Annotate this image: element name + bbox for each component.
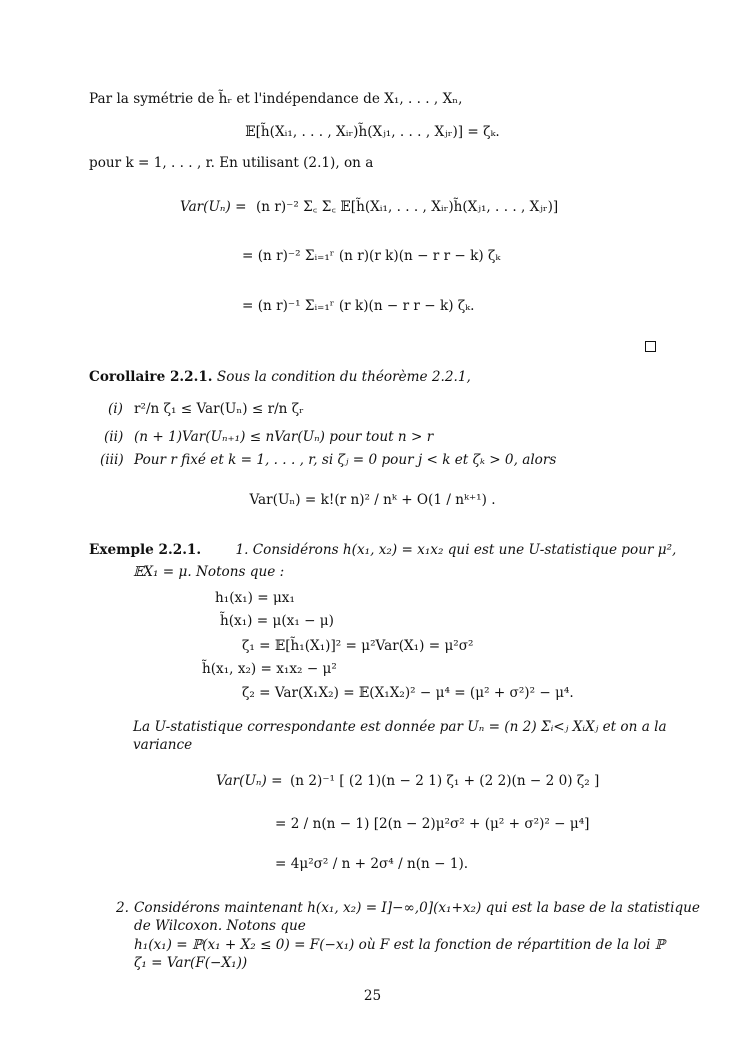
- variance-rhs-line2: = 2 / n(n − 1) [2(n − 2)μ²σ² + (μ² + σ²)² − μ⁴]: [275, 816, 590, 832]
- corollary-text: Sous la condition du théorème 2.2.1,: [216, 369, 471, 385]
- equation-zeta-k: 𝔼[h̃(Xᵢ₁, . . . , Xᵢᵣ)h̃(Xⱼ₁, . . . , Xⱼᵣ)] = ζₖ.: [245, 124, 500, 140]
- example-item-text: ζ₁ = Var(F(−X₁)): [134, 955, 248, 971]
- page-number: 25: [363, 988, 382, 1004]
- eq-h1: h₁(x₁) = μx₁: [215, 590, 295, 606]
- example-item-text: 𝔼X₁ = μ. Notons que :: [133, 564, 285, 580]
- eq-zeta2: ζ₂ = Var(X₁X₂) = 𝔼(X₁X₂)² − μ⁴ = (μ² + σ²)² − μ⁴.: [242, 685, 574, 701]
- corollary-item-label: (ii): [104, 429, 124, 445]
- var-rhs-line1: (n r)⁻² Σ꜀ Σ꜀ 𝔼[h̃(Xᵢ₁, . . . , Xᵢᵣ)h̃(Xⱼ₁, . . . , Xⱼᵣ)]: [256, 199, 559, 215]
- corollary-item-iii: Pour r fixé et k = 1, . . . , r, si ζⱼ = 0 pour j < k et ζₖ > 0, alors: [134, 452, 557, 468]
- variance-rhs-line3: = 4μ²σ² / n + 2σ⁴ / n(n − 1).: [275, 856, 469, 872]
- eq-htilde2: h̃(x₁, x₂) = x₁x₂ − μ²: [202, 661, 337, 677]
- variance-lhs: Var(Uₙ) =: [216, 773, 283, 789]
- corollary-title: Corollaire 2.2.1.: [89, 369, 213, 385]
- example-heading: [89, 541, 676, 559]
- example-item-number: 2.: [116, 900, 129, 916]
- var-rhs-line3: = (n r)⁻¹ Σᵢ₌₁ʳ (r k)(n − r r − k) ζₖ.: [242, 298, 475, 314]
- corollary-item-label: (i): [108, 401, 123, 417]
- text-line: Par la symétrie de h̃ᵣ et l'indépendance de X₁, . . . , Xₙ,: [89, 91, 463, 107]
- corollary-heading: [89, 368, 471, 386]
- eq-htilde: h̃(x₁) = μ(x₁ − μ): [220, 613, 334, 629]
- var-rhs-line2: = (n r)⁻² Σᵢ₌₁ʳ (n r)(r k)(n − r r − k) ζₖ: [242, 248, 501, 264]
- text-line: pour k = 1, . . . , r. En utilisant (2.1), on a: [89, 155, 374, 171]
- var-lhs: Var(Uₙ) =: [180, 199, 247, 215]
- example-item-text: h₁(x₁) = ℙ(x₁ + X₂ ≤ 0) = F(−x₁) où F est la fonction de répartition de la loi ℙ: [134, 937, 665, 953]
- corollary-item-ii: (n + 1)Var(Uₙ₊₁) ≤ nVar(Uₙ) pour tout n > r: [134, 429, 434, 445]
- example-item-text: de Wilcoxon. Notons que: [134, 918, 306, 934]
- example-item-number: 1.: [235, 542, 249, 558]
- qed-square-icon: [645, 341, 656, 352]
- example-item-text: Considérons h(x₁, x₂) = x₁x₂ qui est une U-statistique pour μ²,: [252, 542, 677, 558]
- corollary-equation: Var(Uₙ) = k!(r n)² / nᵏ + O(1 / nᵏ⁺¹) .: [249, 492, 496, 508]
- variance-rhs-line1: (n 2)⁻¹ [ (2 1)(n − 2 1) ζ₁ + (2 2)(n − 2 0) ζ₂ ]: [290, 773, 600, 789]
- eq-zeta1: ζ₁ = 𝔼[h̃₁(X₁)]² = μ²Var(X₁) = μ²σ²: [242, 638, 474, 654]
- corollary-item-label: (iii): [100, 452, 124, 468]
- ustat-text: variance: [133, 737, 193, 753]
- example-title: Exemple 2.2.1.: [89, 542, 202, 558]
- corollary-item-i: r²/n ζ₁ ≤ Var(Uₙ) ≤ r/n ζᵣ: [134, 401, 304, 417]
- ustat-text: La U-statistique correspondante est donnée par Uₙ = (n 2) Σᵢ<ⱼ XᵢXⱼ et on a la: [133, 719, 667, 735]
- example-item-text: Considérons maintenant h(x₁, x₂) = I]−∞,0](x₁+x₂) qui est la base de la statistique: [134, 900, 700, 916]
